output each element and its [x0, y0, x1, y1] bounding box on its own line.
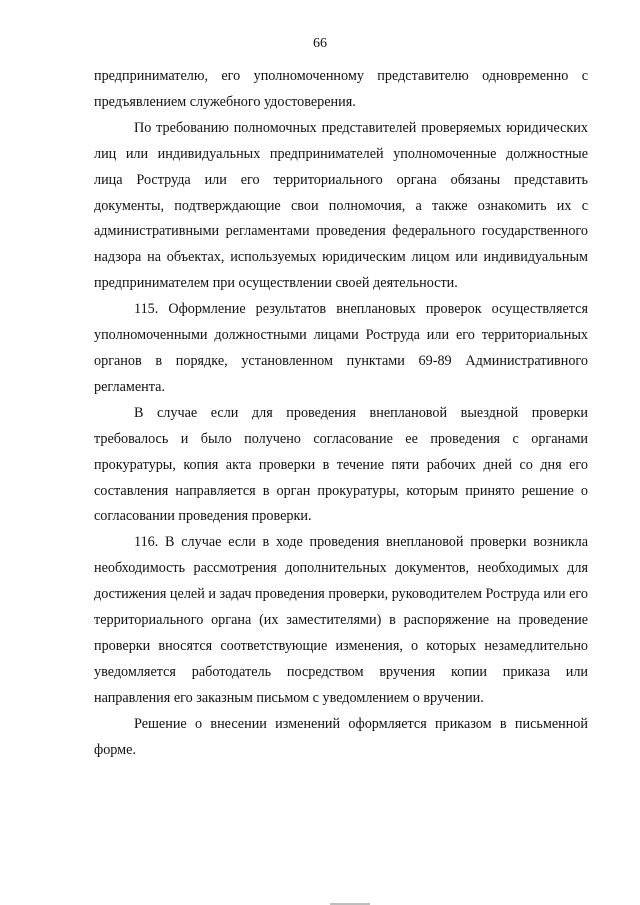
- paragraph-changes-decision: Решение о внесении изменений оформляется приказом в письменной форме.: [94, 715, 588, 758]
- paragraph-116: 116. В случае если в ходе проведения внеплановой проверки возникла необходимость рассмотрения дополнительных документов, необходимых для достижения целей и задач проведения проверки, руководителем Роструда или его территориального органа (их заместителями) в распоряжение на проведение проверки вносятся соответствующие изменения, о которых незамедлительно уведомляется работодатель посредством вручения копии приказа или направления его заказным письмом с уведомлением о вручении.: [94, 534, 588, 706]
- page-number: 66: [313, 36, 327, 51]
- paragraph-continuation: предпринимателю, его уполномоченному представителю одновременно с предъявлением служебного удостоверения.: [94, 68, 588, 110]
- paragraph-115: 115. Оформление результатов внеплановых проверок осуществляется уполномоченными должностными лицами Роструда или его территориальных органов в порядке, установленном пунктами 69-89 Административного регламента.: [94, 301, 588, 395]
- document-body: [94, 64, 588, 763]
- paragraph-prosecutor-approval: В случае если для проведения внеплановой выездной проверки требовалось и было получено согласование ее проведения с органами прокуратуры, копия акта проверки в течение пяти рабочих дней со дня его составления направляется в орган прокуратуры, которым принято решение о согласовании проведения проверки.: [94, 404, 588, 525]
- paragraph-authority-documents: По требованию полномочных представителей проверяемых юридических лиц или индивидуальных предпринимателей уполномоченные должностные лица Роструда или его территориального органа обязаны представить документы, подтверждающие свои полномочия, а также ознакомить их с административными регламентами проведения федерального государственного надзора на объектах, используемых юридическим лицом или индивидуальным предпринимателем при осуществлении своей деятельности.: [94, 119, 588, 292]
